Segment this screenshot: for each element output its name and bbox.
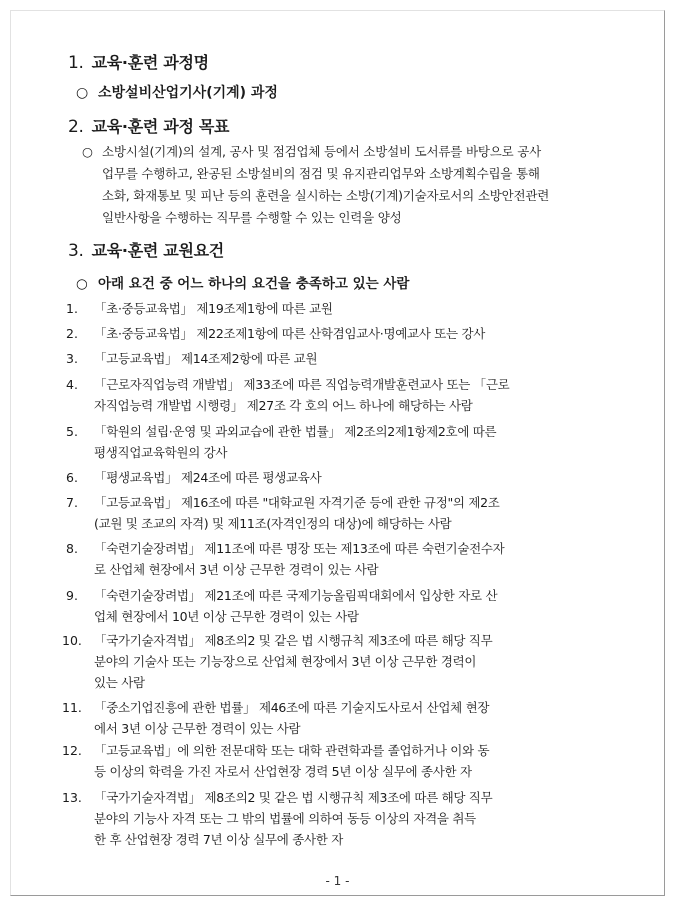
requirement-item [66,298,628,319]
requirement-line: 한 후 산업현장 경력 7년 이상 실무에 종사한 자 [94,832,343,847]
requirement-text [94,467,628,488]
requirement-number: 13. [62,790,82,805]
requirement-line: 평생직업교육학원의 강사 [94,445,228,460]
section-number: 2. [68,117,84,137]
requirement-item [66,585,628,627]
requirement-line: 「국가기술자격법」 제8조의2 및 같은 법 시행규칙 제3조에 따른 해당 직무 [94,633,493,648]
requirement-line: 「초·중등교육법」 제22조제1항에 따른 산학겸임교사·명예교사 또는 강사 [94,326,485,341]
section-heading-1 [68,50,209,73]
section-heading-2 [68,114,229,137]
requirement-item [66,538,628,580]
requirement-line: 「초·중등교육법」 제19조제1항에 따른 교원 [94,301,333,316]
requirement-line: 「평생교육법」 제24조에 따른 평생교육사 [94,470,322,485]
requirement-item [66,323,628,344]
circle-bullet-icon: ○ [82,144,93,159]
requirement-line: 「숙련기술장려법」 제11조에 따른 명장 또는 제13조에 따른 숙련기술전수자 [94,541,505,556]
requirement-number: 7. [66,495,78,510]
requirement-text [94,323,628,344]
requirement-item [66,348,628,369]
requirement-line: 자직업능력 개발법 시행령」 제27조 각 호의 어느 하나에 해당하는 사람 [94,398,473,413]
requirement-item [62,630,624,693]
requirement-text [94,630,624,693]
requirement-intro [76,272,409,292]
section-number: 1. [68,53,84,73]
goal-line: 업무를 수행하고, 완공된 소방설비의 점검 및 유지관리업무와 소방계획수립을 통해 [102,166,540,181]
section-title: 교육·훈련 과정명 [91,53,209,72]
requirement-line: 「국가기술자격법」 제8조의2 및 같은 법 시행규칙 제3조에 따른 해당 직무 [94,790,493,805]
requirement-number: 11. [62,700,82,715]
requirement-text [94,585,628,627]
requirement-line: 등 이상의 학력을 가진 자로서 산업현장 경력 5년 이상 실무에 종사한 자 [94,764,472,779]
requirement-line: 「고등교육법」 제14조제2항에 따른 교원 [94,351,318,366]
requirement-line: 분야의 기술사 또는 기능장으로 산업체 현장에서 3년 이상 근무한 경력이 [94,654,477,669]
requirement-text [94,298,628,319]
requirement-text [94,421,628,463]
page-number: - 1 - [325,874,350,888]
goal-line: 소방시설(기계)의 설계, 공사 및 점검업체 등에서 소방설비 도서류를 바탕으로 공사 [102,144,541,159]
requirement-line: 에서 3년 이상 근무한 경력이 있는 사람 [94,721,301,736]
requirement-number: 1. [66,301,78,316]
course-name-text: 소방설비산업기사(기계) 과정 [98,85,278,101]
requirement-text [94,538,628,580]
requirement-line: 있는 사람 [94,675,145,690]
requirement-text [94,348,628,369]
requirement-item [66,492,628,534]
requirement-number: 8. [66,541,78,556]
section-number: 3. [68,241,84,261]
requirement-line: 「고등교육법」에 의한 전문대학 또는 대학 관련학과를 졸업하거나 이와 동 [94,743,490,758]
requirement-line: 「중소기업진흥에 관한 법률」 제46조에 따른 기술지도사로서 산업체 현장 [94,700,490,715]
requirement-number: 3. [66,351,78,366]
requirement-text [94,492,628,534]
requirement-line: 「학원의 설립·운영 및 과외교습에 관한 법률」 제2조의2제1항제2호에 따른 [94,424,497,439]
requirement-line: 로 산업체 현장에서 3년 이상 근무한 경력이 있는 사람 [94,562,379,577]
section-title: 교육·훈련 교원요건 [91,241,224,260]
requirement-number: 5. [66,424,78,439]
section-heading-3 [68,238,224,261]
requirement-line: 분야의 기능사 자격 또는 그 밖의 법률에 의하여 동등 이상의 자격을 취득 [94,811,476,826]
requirement-line: 「고등교육법」 제16조에 따른 "대학교원 자격기준 등에 관한 규정"의 제2조 [94,495,500,510]
course-name [76,82,278,102]
requirement-item [62,787,624,850]
requirement-item [62,697,624,739]
requirement-line: 「숙련기술장려법」 제21조에 따른 국제기능올림픽대회에서 입상한 자로 산 [94,588,498,603]
requirement-number: 9. [66,588,78,603]
requirement-text [94,740,624,782]
requirement-line: 「근로자직업능력 개발법」 제33조에 따른 직업능력개발훈련교사 또는 「근로 [94,377,510,392]
requirement-number: 12. [62,743,82,758]
section-title: 교육·훈련 과정 목표 [91,117,230,136]
requirement-text [94,697,624,739]
goal-text [102,141,630,229]
requirement-number: 10. [62,633,82,648]
requirement-number: 4. [66,377,78,392]
circle-bullet-icon: ○ [76,276,88,292]
requirement-number: 2. [66,326,78,341]
goal-line: 소화, 화재통보 및 피난 등의 훈련을 실시하는 소방(기계)기술자로서의 소방안전관련 [102,188,550,203]
requirement-item [66,421,628,463]
requirement-number: 6. [66,470,78,485]
requirement-text [94,787,624,850]
requirement-text [94,374,628,416]
circle-bullet-icon: ○ [76,85,89,101]
requirement-line: (교원 및 조교의 자격) 및 제11조(자격인정의 대상)에 해당하는 사람 [94,516,452,531]
goal-line: 일반사항을 수행하는 직무를 수행할 수 있는 인력을 양성 [102,210,402,225]
requirement-item [62,740,624,782]
requirement-intro-text: 아래 요건 중 어느 하나의 요건을 충족하고 있는 사람 [98,276,410,292]
requirement-item [66,467,628,488]
requirement-line: 업체 현장에서 10년 이상 근무한 경력이 있는 사람 [94,609,359,624]
requirement-item [66,374,628,416]
goal-paragraph [82,141,630,229]
